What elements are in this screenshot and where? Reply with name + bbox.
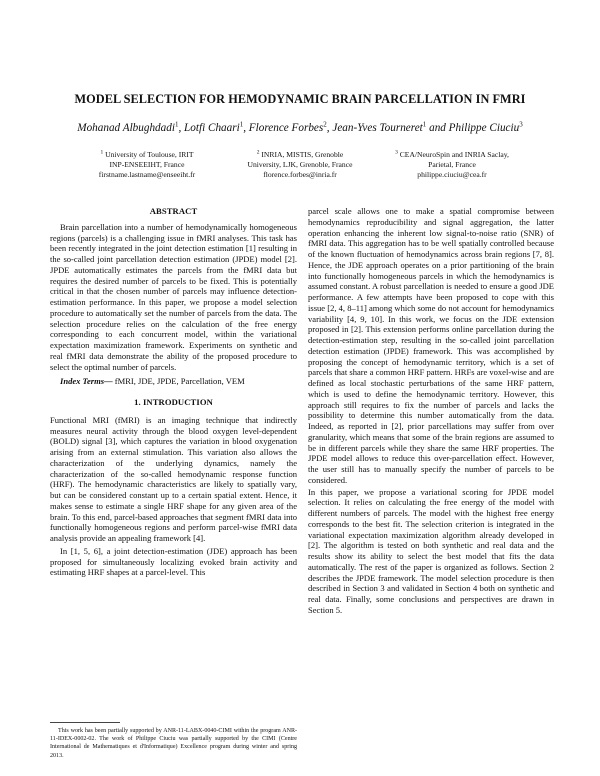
intro-paragraph-4: In this paper, we propose a variational scoring for JPDE model selection. It relies on calculating the free energy of the model with different numbers of parcels. The model with the highest free energy corresponds to the best fit. The selection criterion is integrated in the variational expectation maximization algorithm already developed in [2]. The algorithm is tested on both synthetic and real data and the results show its ability to select the best model that fits the data automatically. The rest of the paper is organized as follows. Section 2 describes the JPDE framework. The model selection procedure is then described in Section 3 and validated in Section 4 both on synthetic and real data. Finally, some conclusions and perspectives are drawn in Section 5.: [308, 486, 554, 615]
paper-title: MODEL SELECTION FOR HEMODYNAMIC BRAIN PARCELLATION IN FMRI: [74, 92, 526, 106]
index-terms: Index Terms— fMRI, JDE, JPDE, Parcellation, VEM: [60, 376, 245, 387]
author: Jean-Yves Tourneret$^1$ and: [332, 120, 449, 134]
intro-paragraph-1: Functional MRI (fMRI) is an imaging technique that indirectly measures neural activity through the blood oxygen level-dependent (BOLD) signal [3], which captures the variation in blood oxygenation arising from an external stimulation. This variation also allows the characterization of the underlying dynamics, namely the characterization of the so-called hemodynamic response function (HRF). The hemodynamic characteristics are likely to spatially vary, but can be considered constant up to a certain spatial extent. Hence, it makes sense to estimate a single HRF shape for any given area of the brain. To this end, parcel-based approaches that segment fMRI data into functionally homogeneous regions and perform parcel-wise fMRI data analysis provide an appealing framework [4].: [50, 414, 297, 543]
footnote-rule: [50, 722, 120, 723]
affiliation-1: $^1$ University of Toulouse, IRIT INP-ENSEEIHT, France firstname.lastname@enseeiht.fr: [98, 149, 196, 180]
footnote: This work has been partially supported by ANR-11-LABX-0040-CIMI within the program ANR-11-IDEX-0002-02. The work of Philippe Ciuciu was partially supported by the CIMI (Centre International de Mathematiques et d'Informatique) Excellence program during winter and spring 2013.: [50, 728, 297, 759]
author: Lotfi Chaari$^1$,: [184, 120, 249, 134]
affiliation-2: $^2$ INRIA, MISTIS, Grenoble University, LJK, Grenoble, France florence.forbes@inria.fr: [247, 149, 353, 180]
left-column: [50, 206, 297, 578]
author: Philippe Ciuciu$^3$: [448, 120, 523, 134]
author-list: [0, 122, 600, 134]
author: Florence Forbes$^2$,: [248, 120, 333, 134]
right-column: [308, 206, 554, 616]
abstract-text: Brain parcellation into a number of hemodynamically homogeneous regions (parcels) is a challenging issue in fMRI analyses. This task has been recently integrated in the joint detection estimation [1] resulting in the so-called joint parcellation detection estimation (JPDE) model [2]. JPDE automatically estimates the parcels from the fMRI data but requires the desired number of parcels to be fixed. This is potentially critical in that the chosen number of parcels may influence detection-estimation performance. In this paper, we propose a model selection procedure to automatically set the number of parcels from the data. The selection procedure relies on the calculation of the free energy corresponding to each concurrent model, within the variational expectation maximization framework. Experiments on synthetic and real fMRI data demonstrate the ability of the proposed procedure to select the optimal number of parcels.: [50, 221, 297, 372]
author: Mohanad Albughdadi$^1$,: [77, 120, 185, 134]
affiliation-3: $^3$ CEA/NeuroSpin and INRIA Saclay, Parietal, France philippe.ciuciu@cea.fr: [395, 149, 509, 180]
intro-paragraph-3: parcel scale allows one to make a spatial compromise between hemodynamics reproducibility and signal aggregation, the latter operation enhancing the inherent low signal-to-noise ratio (SNR) of fMRI data. This aggregation has to be well spatially controlled because of the known fluctuation of hemodynamics across brain regions [7, 8]. Hence, the JDE approach operates on a prior partitioning of the brain into functionally homogeneous parcels in which the hemodynamics is assumed constant. A robust parcellation is needed to ensure a good JDE performance. A few attempts have been proposed to cope with this issue [2, 4, 8–11] among which some do not account for hemodynamics variability [4, 9, 10]. In this work, we focus on the JDE extension proposed in [2]. This extension performs online parcellation during the detection-estimation step, resulting in the so-called joint parcellation detection estimation (JPDE) framework. This was accomplished by proposing the concept of hemodynamic territory, which is a set of parcels that share a common HRF pattern. HRFs are voxel-wise and are defined as local stochastic perturbations of the same HRF pattern, which is used to define the hemodynamic territory. However, this approach still requires to fix the number of parcels and lacks the possibility to determine this number automatically from the data. Indeed, as reported in [2], prior parcellations may suffer from over granularity, which means that some of the brain regions are assumed to be in different parcels while they share the same HRF properties. The JPDE model allows to reduce this over-parcellation effect. However, the user still has to manually specify the number of parcels to be considered.: [308, 206, 554, 485]
introduction-heading: 1. INTRODUCTION: [134, 397, 213, 407]
intro-paragraph-2: In [1, 5, 6], a joint detection-estimation (JDE) approach has been proposed for simultaneously localizing evoked brain activity and estimating HRF shapes at a parcel-level. This: [50, 545, 297, 578]
abstract-heading: ABSTRACT: [149, 206, 198, 216]
